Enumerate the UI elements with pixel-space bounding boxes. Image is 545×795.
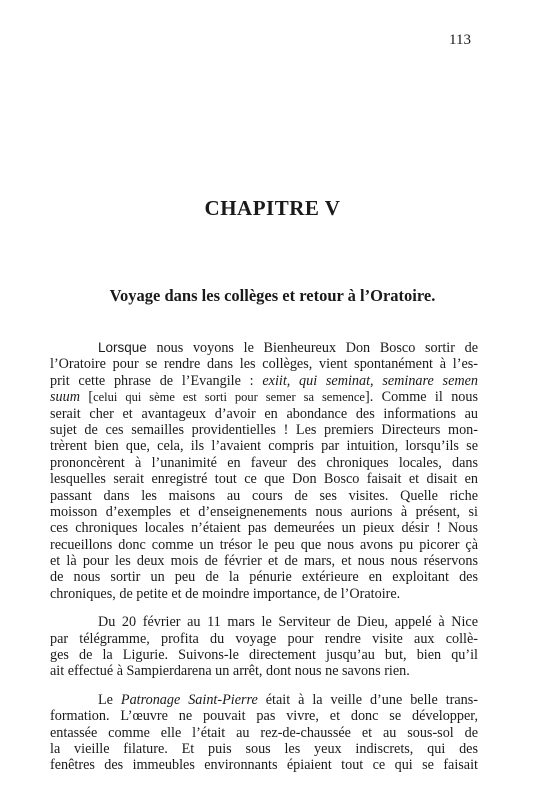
paragraph-3 xyxy=(50,692,478,774)
text-line: entassée comme elle l’était au rez-de-chaussée et au sous-sol de xyxy=(50,724,478,741)
text-line: de nous sortir un peu de la pénurie extérieure en exploitant des xyxy=(50,569,478,586)
text-line: Le Patronage Saint-Pierre était à la veille d’une belle trans- xyxy=(98,691,478,708)
text-line: ces chroniques locales n’étaient pas demeurées un pieux désir ! Nous xyxy=(50,520,478,537)
text-line: recueillons donc comme un trésor le peu que nous avons pu picorer çà xyxy=(50,536,478,553)
page-number: 113 xyxy=(449,32,471,48)
text-line: Lorsque nous voyons le Bienheureux Don Bosco sortir de xyxy=(98,340,478,356)
paragraph-1 xyxy=(50,340,478,602)
text-line: lesquelles serait enregistré tout ce que Don Bosco faisait et disait en xyxy=(50,471,478,488)
body-text xyxy=(50,340,478,774)
text-line: chroniques, de petite et de moindre importance, de l’Oratoire. xyxy=(50,585,401,602)
text-line: la vieille filature. Et puis sous les yeux indiscrets, qui des xyxy=(50,740,478,757)
text-line: par télégramme, profita du voyage pour rendre visite aux collè- xyxy=(50,630,478,647)
text-line: ges de la Ligurie. Suivons-le directement jusqu’au but, bien qu’il xyxy=(50,647,478,664)
text-line: prononcèrent à l’unanimité en faveur des chroniques locales, dans xyxy=(50,454,478,471)
text-line: trèrent bien que, cela, ils l’avaient compris par intuition, lorsqu’ils se xyxy=(50,438,478,455)
paragraph-2 xyxy=(50,614,478,680)
text-line: fenêtres des immeubles environnants épiaient tout ce qui se faisait xyxy=(50,757,478,774)
text-line: Du 20 février au 11 mars le Serviteur de Dieu, appelé à Nice xyxy=(98,614,478,631)
text-line: serait cher et avantageux d’avoir en abondance des informations au xyxy=(50,405,478,422)
text-line: passant dans les maisons au cours de ses visites. Quelle riche xyxy=(50,487,478,504)
text-line: sujet de ces semailles providentielles ! Les premiers Directeurs mon- xyxy=(50,421,478,438)
section-title: Voyage dans les collèges et retour à l’Oratoire. xyxy=(109,286,436,305)
text-line: ait effectué à Sampierdarena un arrêt, dont nous ne savons rien. xyxy=(50,663,410,680)
text-line: l’Oratoire pour se rendre dans les collèges, vient spontanément à l’es- xyxy=(50,356,478,373)
text-line: prit cette phrase de l’Evangile : exiit, qui seminat, seminare semen xyxy=(50,372,478,389)
chapter-title: CHAPITRE V xyxy=(204,196,341,220)
text-line: et là pour les deux mois de février et de mars, et nous nous réservons xyxy=(50,553,478,570)
text-line: formation. L’œuvre ne pouvait pas vivre, et donc se développer, xyxy=(50,708,478,725)
text-line: moisson d’exemples et d’enseignenements nous aurions à présent, si xyxy=(50,503,478,520)
text-line: suum [celui qui sème est sorti pour semer sa semence]. Comme il nous xyxy=(50,389,478,406)
